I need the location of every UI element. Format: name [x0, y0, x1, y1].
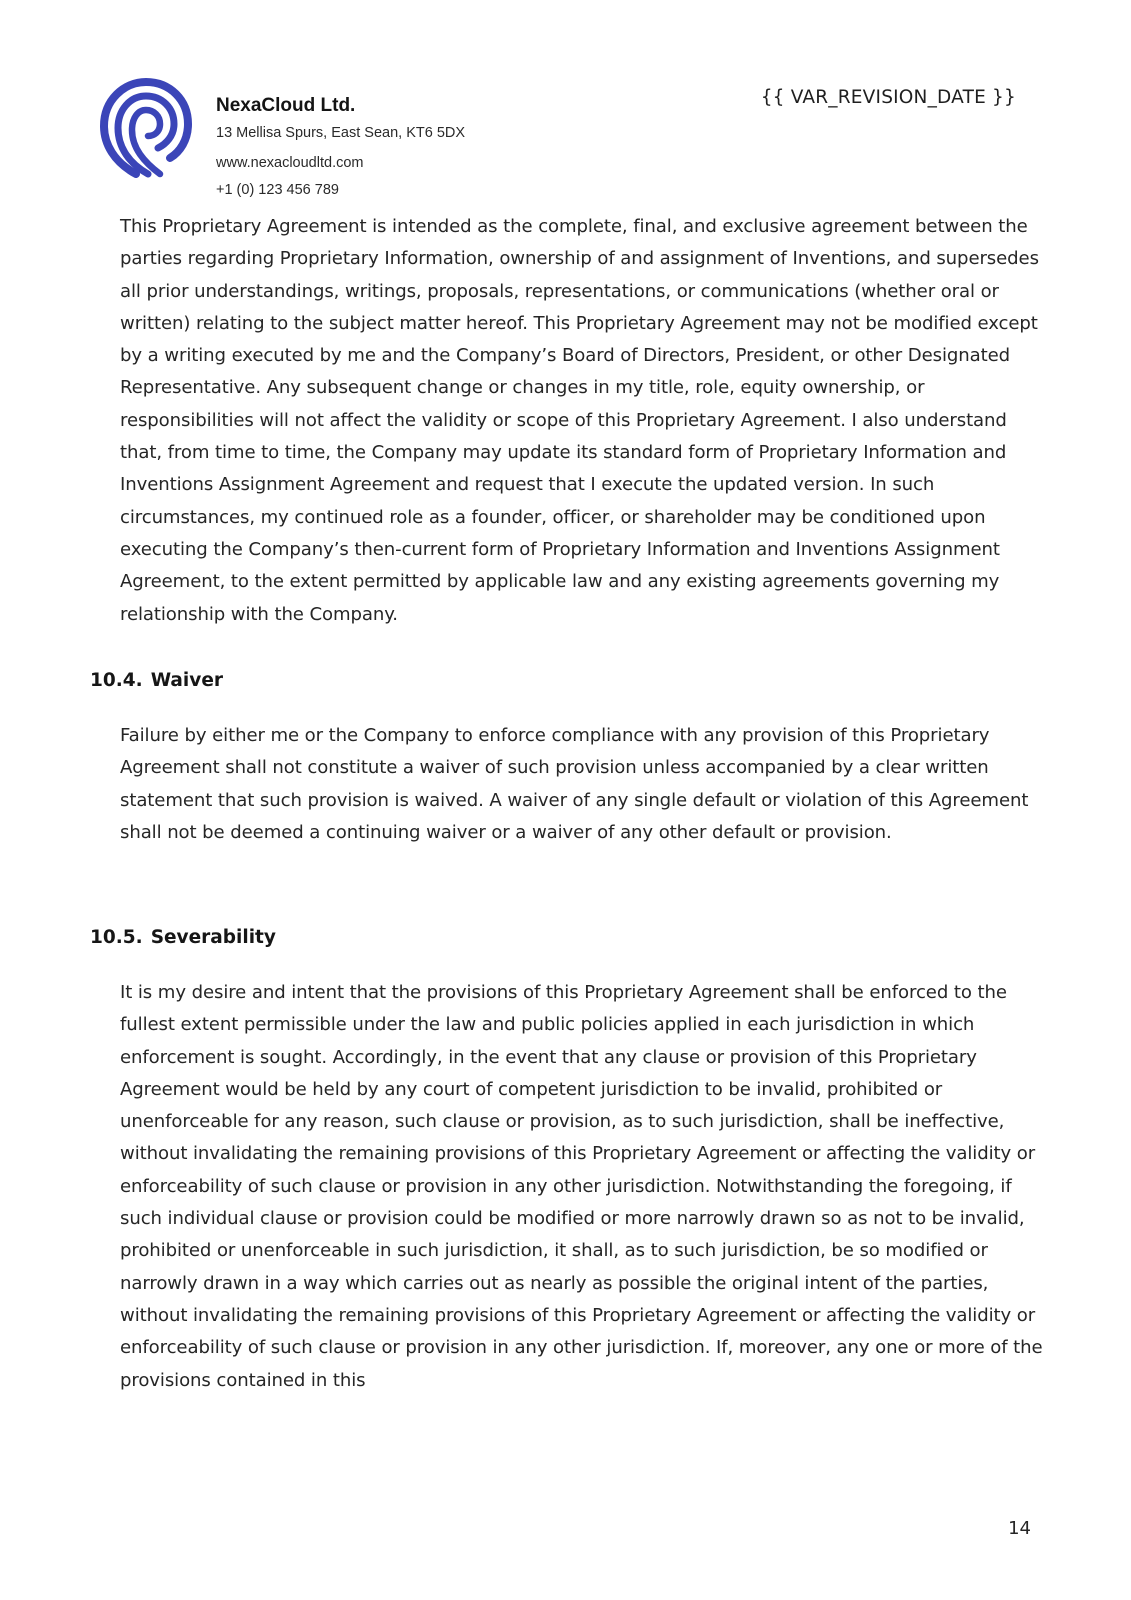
company-name: NexaCloud Ltd. — [216, 95, 356, 116]
section-body-severability: It is my desire and intent that the provisions of this Proprietary Agreement shall be enforced to the fullest extent permissible under the law and public policies applied in each jurisdiction in which enforcement is sought. Accordingly, in the event that any clause or provision of this Proprietary Agreement would be held by any court of competent jurisdiction to be invalid, prohibited or unenforceable for any reason, such clause or provision, as to such jurisdiction, shall be ineffective, without invalidating the remaining provisions of this Proprietary Agreement or affecting the validity or enforceability of such clause or provision in any other jurisdiction. Notwithstanding the foregoing, if such individual clause or provision could be modified or more narrowly drawn so as not to be invalid, prohibited or unenforceable in such jurisdiction, it shall, as to such jurisdiction, be so modified or narrowly drawn in a way which carries out as nearly as possible the original intent of the parties, without invalidating the remaining provisions of this Proprietary Agreement or affecting the validity or enforceability of such clause or provision in any other jurisdiction. If, moreover, any one or more of the provisions contained in this — [120, 982, 1043, 1391]
section-body-waiver: Failure by either me or the Company to enforce compliance with any provision of this Proprietary Agreement shall not constitute a waiver of such provision unless accompanied by a clear written statement that such provision is waived. A waiver of any single default or violation of this Agreement shall not be deemed a continuing waiver or a waiver of any other default or provision. — [120, 725, 1029, 843]
company-address: 13 Mellisa Spurs, East Sean, KT6 5DX — [216, 125, 466, 141]
section-number: 10.5. — [90, 927, 143, 948]
intro-paragraph: This Proprietary Agreement is intended as the complete, final, and exclusive agreement between the parties regarding Proprietary Information, ownership of and assignment of Inventions, and supersedes all prior understandings, writings, proposals, representations, or communications (whether oral or written) relating to the subject matter hereof. This Proprietary Agreement may not be modified except by a writing executed by me and the Company’s Board of Directors, President, or other Designated Representative. Any subsequent change or changes in my title, role, equity ownership, or responsibilities will not affect the validity or scope of this Proprietary Agreement. I also understand that, from time to time, the Company may update its standard form of Proprietary Information and Inventions Assignment Agreement and request that I execute the updated version. In such circumstances, my continued role as a founder, officer, or shareholder may be conditioned upon executing the Company’s then-current form of Proprietary Information and Inventions Assignment Agreement, to the extent permitted by applicable law and any existing agreements governing my relationship with the Company. — [120, 216, 1039, 625]
section-heading-waiver — [90, 669, 223, 693]
section-title: Waiver — [150, 670, 223, 691]
company-info — [216, 94, 576, 199]
company-website: www.nexacloudltd.com — [216, 155, 364, 171]
page-number: 14 — [1008, 1518, 1031, 1539]
company-phone: +1 (0) 123 456 789 — [216, 182, 339, 198]
section-title: Severability — [150, 927, 276, 948]
revision-date: {{ VAR_REVISION_DATE }} — [760, 87, 1016, 108]
section-number: 10.4. — [90, 670, 143, 691]
section-heading-severability — [90, 926, 276, 950]
company-logo-icon — [100, 78, 192, 178]
